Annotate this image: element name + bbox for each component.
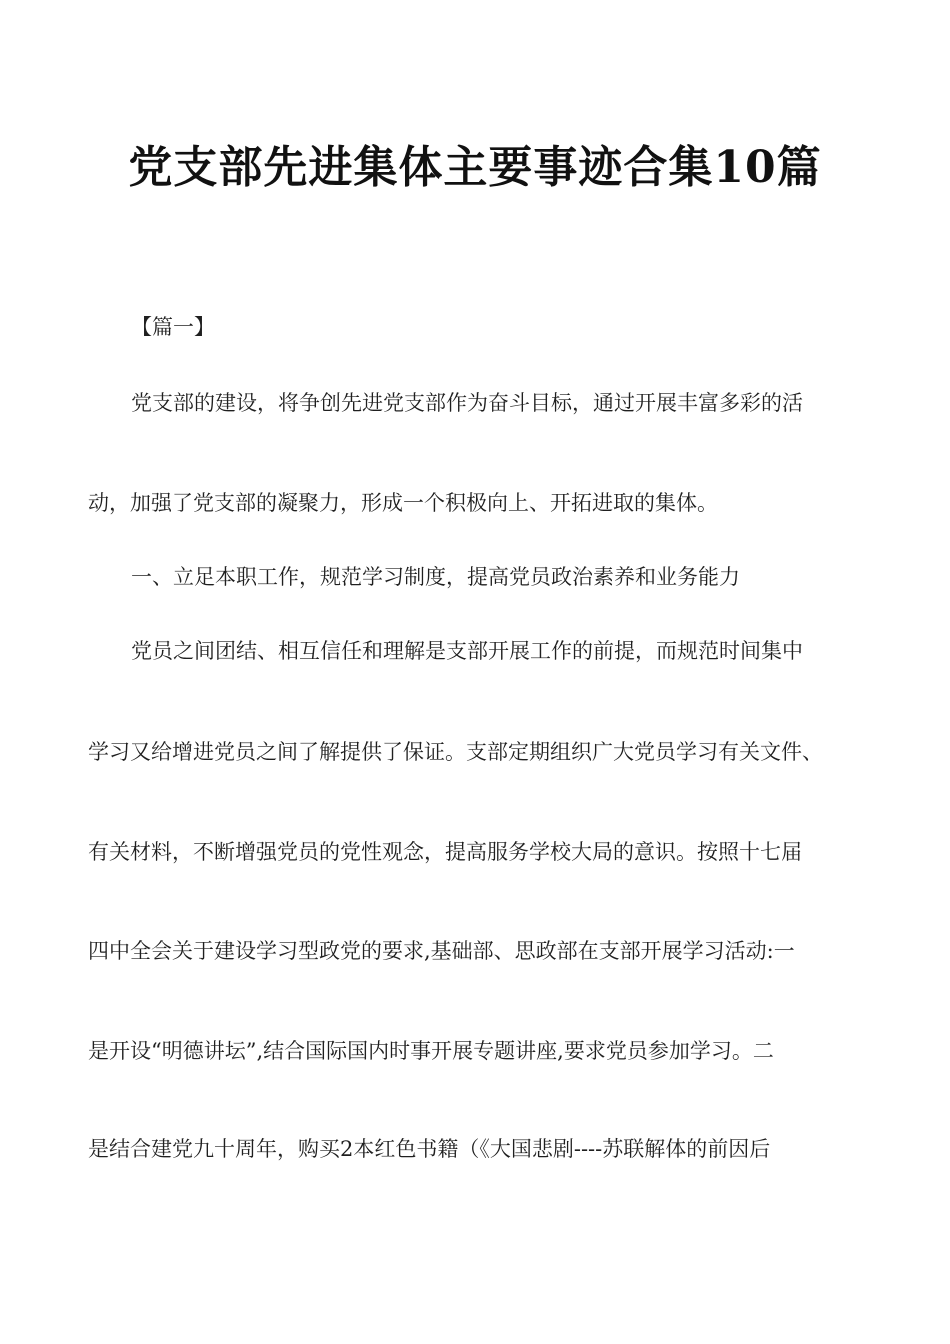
subheading-line: 一、立足本职工作，规范学习制度，提高党员政治素养和业务能力 bbox=[131, 565, 740, 589]
paragraph-line: 党员之间团结、相互信任和理解是支部开展工作的前提，而规范时间集中 bbox=[131, 639, 803, 663]
paragraph-line: 学习又给增进党员之间了解提供了保证。支部定期组织广大党员学习有关文件、 bbox=[88, 740, 823, 764]
paragraph-line: 有关材料，不断增强党员的党性观念，提高服务学校大局的意识。按照十七届 bbox=[88, 840, 802, 864]
paragraph-line: 是结合建党九十周年，购买2本红色书籍（《大国悲剧----苏联解体的前因后 bbox=[88, 1137, 771, 1161]
section-heading-part-one: 【篇一】 bbox=[131, 315, 215, 339]
paragraph-line: 四中全会关于建设学习型政党的要求,基础部、思政部在支部开展学习活动:一 bbox=[88, 939, 795, 963]
paragraph-line: 动，加强了党支部的凝聚力，形成一个积极向上、开拓进取的集体。 bbox=[88, 491, 718, 515]
paragraph-line: 党支部的建设，将争创先进党支部作为奋斗目标，通过开展丰富多彩的活 bbox=[131, 391, 803, 415]
paragraph-line: 是开设“明德讲坛”,结合国际国内时事开展专题讲座,要求党员参加学习。二 bbox=[88, 1039, 774, 1063]
document-title: 党支部先进集体主要事迹合集10篇 bbox=[128, 142, 822, 193]
